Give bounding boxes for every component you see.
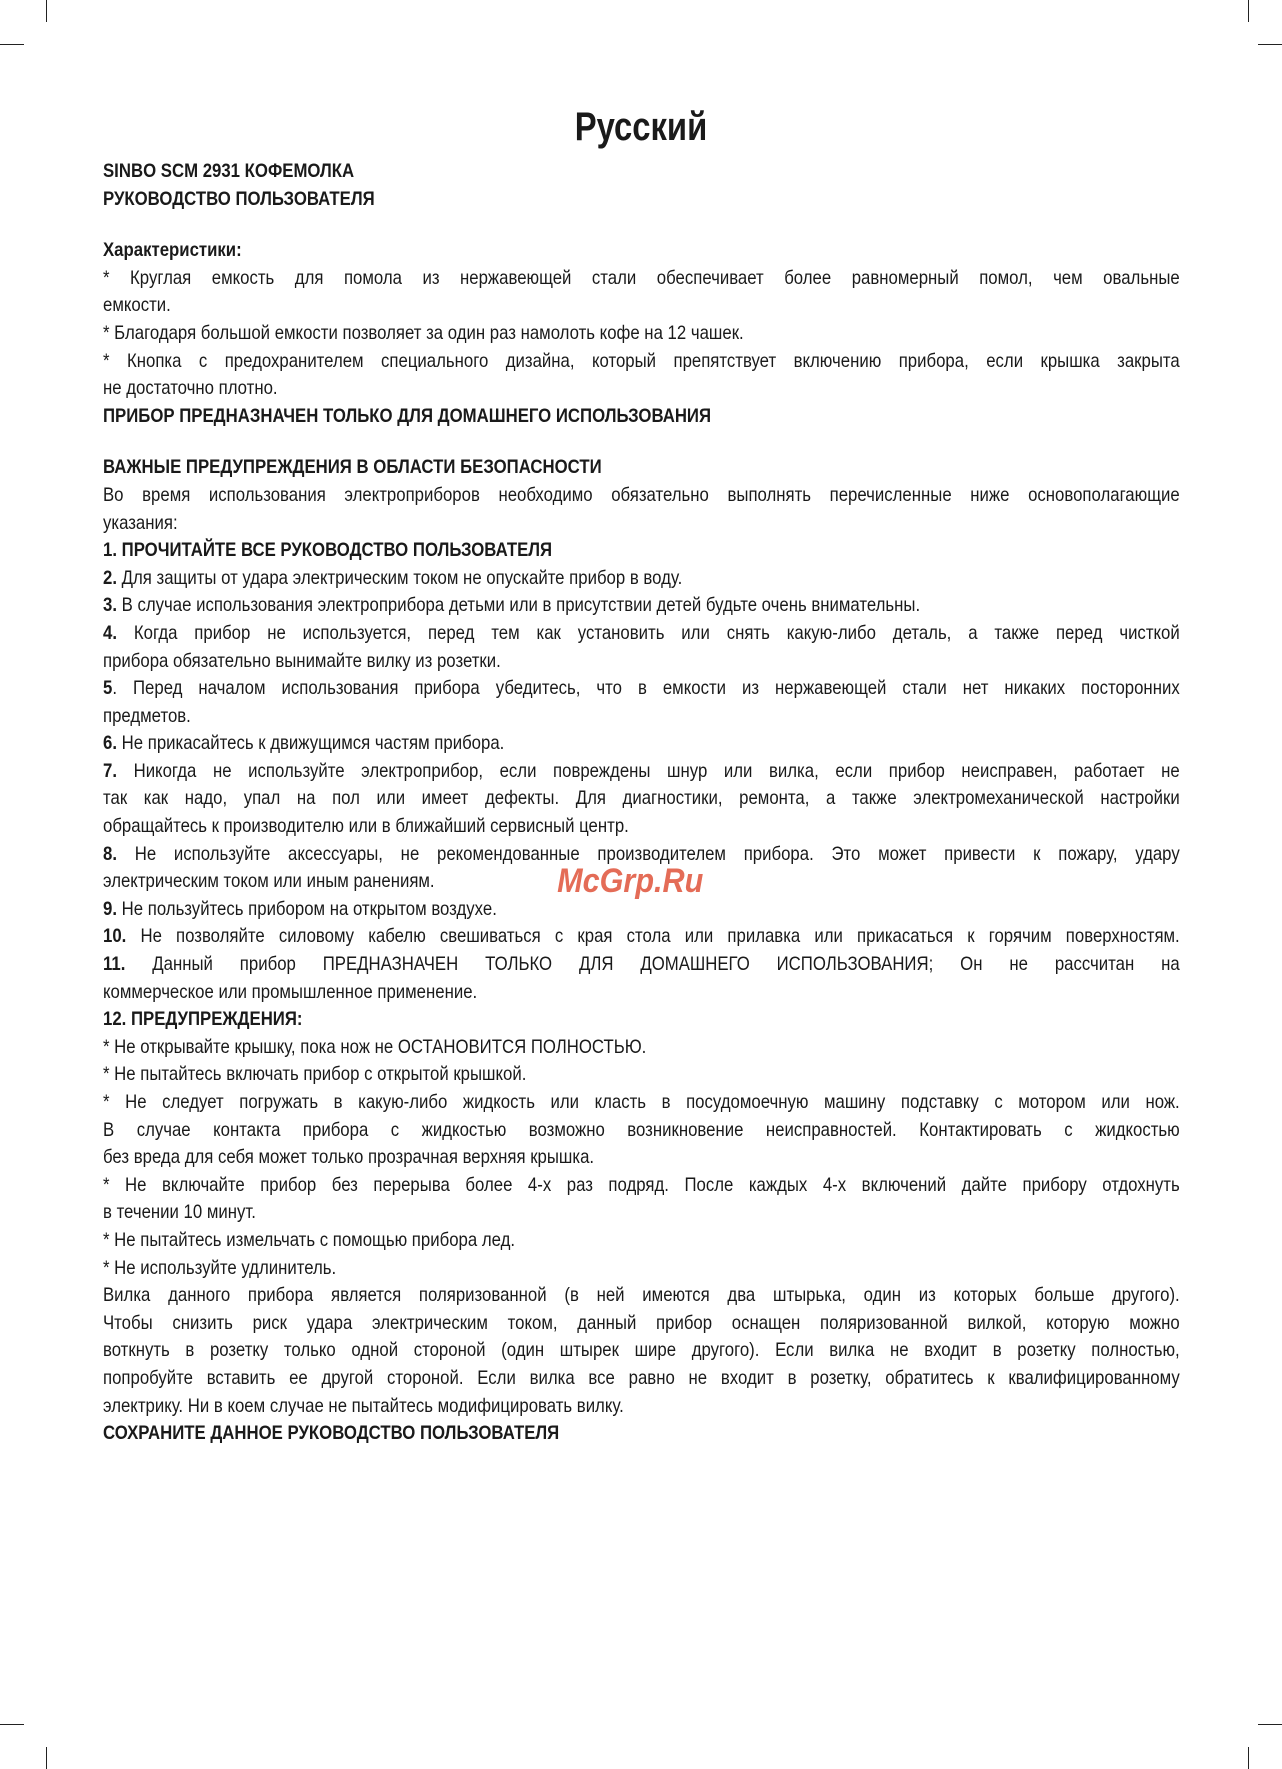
safety-item-3: 3. В случае использования электроприбора детьми или в присутствии детей будьте очень внимательны.	[103, 594, 921, 617]
plug-paragraph: электрику. Ни в коем случае не пытайтесь модифицировать вилку.	[103, 1394, 624, 1417]
safety-item-1: 1. ПРОЧИТАЙТЕ ВСЕ РУКОВОДСТВО ПОЛЬЗОВАТЕЛЯ	[103, 539, 553, 562]
document-body	[103, 158, 1180, 1448]
safety-item-7: 7. Никогда не используйте электроприбор, если повреждены шнур или вилка, если прибор неисправен, работает не	[103, 759, 1180, 782]
crop-mark	[1258, 1724, 1282, 1725]
safety-item-5: 5. Перед началом использования прибора убедитесь, что в емкости из нержавеющей стали нет никаких посторонних	[103, 677, 1180, 700]
home-use-notice: ПРИБОР ПРЕДНАЗНАЧЕН ТОЛЬКО ДЛЯ ДОМАШНЕГО ИСПОЛЬЗОВАНИЯ	[103, 404, 712, 427]
feature-line: * Кнопка с предохранителем специального дизайна, который препятствует включению прибора, если крышка закрыта	[103, 349, 1180, 372]
safety-intro: указания:	[103, 511, 178, 534]
plug-paragraph: Чтобы снизить риск удара электрическим током, данный прибор оснащен поляризованной вилкой, которую можно	[103, 1311, 1180, 1334]
manual-title: РУКОВОДСТВО ПОЛЬЗОВАТЕЛЯ	[103, 187, 375, 210]
warning-line: * Не пытайтесь включать прибор с открытой крышкой.	[103, 1063, 527, 1086]
crop-mark	[46, 1747, 47, 1769]
warning-line: * Не следует погружать в какую-либо жидкость или класть в посудомоечную машину подставку с мотором или нож.	[103, 1091, 1180, 1113]
safety-item-11-cont: коммерческое или промышленное применение.	[103, 980, 478, 1003]
crop-mark	[1248, 0, 1249, 22]
crop-mark	[1248, 1747, 1249, 1769]
feature-line: емкости.	[103, 294, 171, 317]
warning-line: * Не открывайте крышку, пока нож не ОСТАНОВИТСЯ ПОЛНОСТЬЮ.	[103, 1035, 647, 1058]
safety-item-6: 6. Не прикасайтесь к движущимся частям прибора.	[103, 732, 505, 755]
warning-line: * Не пытайтесь измельчать с помощью прибора лед.	[103, 1228, 516, 1251]
safety-item-11: 11. Данный прибор ПРЕДНАЗНАЧЕН ТОЛЬКО ДЛЯ ДОМАШНЕГО ИСПОЛЬЗОВАНИЯ; Он не рассчитан на	[103, 953, 1180, 976]
crop-mark	[0, 44, 24, 45]
plug-paragraph: попробуйте вставить ее другой стороной. Если вилка все равно не входит в розетку, обратитесь к квалифицированному	[103, 1366, 1180, 1389]
plug-paragraph: воткнуть в розетку только одной стороной (один штырек шире другого). Если вилка не входит в розетку полностью,	[103, 1339, 1180, 1362]
product-name: SINBO SCM 2931 КОФЕМОЛКА	[103, 160, 355, 182]
warning-line: без вреда для себя может только прозрачная верхняя крышка.	[103, 1146, 595, 1169]
safety-item-9: 9. Не пользуйтесь прибором на открытом воздухе.	[103, 897, 497, 920]
safety-heading: ВАЖНЫЕ ПРЕДУПРЕЖДЕНИЯ В ОБЛАСТИ БЕЗОПАСНОСТИ	[103, 456, 602, 479]
safety-item-4-cont: прибора обязательно вынимайте вилку из розетки.	[103, 649, 501, 672]
safety-item-4: 4. Когда прибор не используется, перед тем как установить или снять какую-либо деталь, а также перед чисткой	[103, 621, 1180, 644]
feature-line: * Благодаря большой емкости позволяет за один раз намолоть кофе на 12 чашек.	[103, 321, 744, 344]
safety-item-5-cont: предметов.	[103, 704, 191, 727]
features-heading: Характеристики:	[103, 239, 242, 262]
safety-item-8: 8. Не используйте аксессуары, не рекомендованные производителем прибора. Это может привести к пожару, удару	[103, 842, 1180, 865]
safety-item-12: 12. ПРЕДУПРЕЖДЕНИЯ:	[103, 1008, 303, 1031]
safety-item-8-cont: электрическим током или иным ранениям.	[103, 870, 435, 893]
safety-item-7-cont: так как надо, упал на пол или имеет дефекты. Для диагностики, ремонта, а также электромеханической настройки	[103, 787, 1180, 810]
safety-item-2: 2. Для защиты от удара электрическим током не опускайте прибор в воду.	[103, 566, 683, 589]
safety-item-10: 10. Не позволяйте силовому кабелю свешиваться с края стола или прилавка или прикасаться к горячим поверхностям.	[103, 925, 1180, 948]
page-title: Русский	[574, 105, 708, 149]
plug-paragraph: Вилка данного прибора является поляризованной (в ней имеются два штырька, один из которых больше другого).	[103, 1284, 1180, 1307]
feature-line: * Круглая емкость для помола из нержавеющей стали обеспечивает более равномерный помол, чем овальные	[103, 266, 1180, 289]
warning-line: * Не включайте прибор без перерыва более 4-х раз подряд. После каждых 4-х включений дайте прибору отдохнуть	[103, 1173, 1180, 1196]
feature-line: не достаточно плотно.	[103, 377, 278, 400]
crop-mark	[46, 0, 47, 22]
safety-item-7-cont: обращайтесь к производителю или в ближайший сервисный центр.	[103, 815, 629, 838]
crop-mark	[1258, 44, 1282, 45]
save-manual-notice: СОХРАНИТЕ ДАННОЕ РУКОВОДСТВО ПОЛЬЗОВАТЕЛЯ	[103, 1422, 560, 1445]
watermark: McGrp.Ru	[557, 862, 704, 900]
crop-mark	[0, 1724, 24, 1725]
warning-line: в течении 10 минут.	[103, 1201, 256, 1224]
warning-line: В случае контакта прибора с жидкостью возможно возникновение неисправностей. Контактировать с жидкостью	[103, 1118, 1180, 1141]
warning-line: * Не используйте удлинитель.	[103, 1256, 337, 1279]
safety-intro: Во время использования электроприборов необходимо обязательно выполнять перечисленные ниже основополагающие	[103, 483, 1180, 506]
